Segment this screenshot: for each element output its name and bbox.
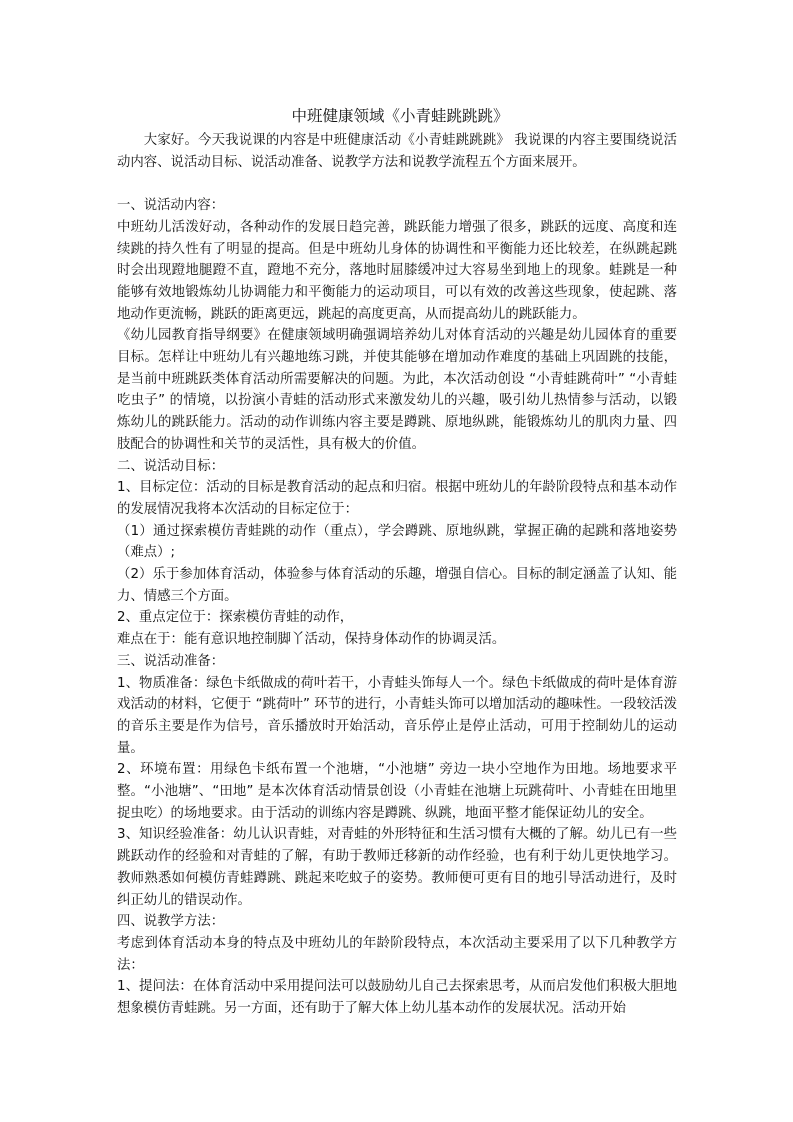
section3-paragraph-1: 1、物质准备：绿色卡纸做成的荷叶若干，小青蛙头饰每人一个。绿色卡纸做成的荷叶是体育游戏活动的材料，它便于 “跳荷叶” 环节的进行，小青蛙头饰可以增加活动的趣味性。一段较活泼的音乐主要是作为信号，音乐播放时开始活动，音乐停止是停止活动，可用于控制幼儿的运动量。 bbox=[117, 675, 677, 756]
section3-heading: 三、说活动准备： bbox=[117, 653, 225, 669]
blank-line bbox=[117, 173, 677, 195]
section4-heading: 四、说教学方法： bbox=[117, 914, 225, 930]
section3-paragraph-3: 3、知识经验准备：幼儿认识青蛙，对青蛙的外形特征和生活习惯有大概的了解。幼儿已有一些跳跃动作的经验和对青蛙的了解，有助于教师迁移新的动作经验，也有利于幼儿更快地学习。教师熟悉如何模仿青蛙蹲跳、跳起来吃蚊子的姿势。教师便可更有目的地引导活动进行，及时纠正幼儿的错误动作。 bbox=[117, 827, 677, 908]
section2-heading: 二、说活动目标： bbox=[117, 458, 225, 474]
document-page bbox=[117, 104, 677, 1020]
section2-paragraph-2: （1）通过探索模仿青蛙跳的动作（重点），学会蹲跳、原地纵跳，掌握正确的起跳和落地姿势（难点）; bbox=[117, 523, 677, 561]
section3-paragraph-2: 2、环境布置：用绿色卡纸布置一个池塘，“小池塘” 旁边一块小空地作为田地。场地要求平整。“小池塘”、“田地” 是本次体育活动情景创设（小青蛙在池塘上玩跳荷叶、小青蛙在田地里捉虫吃）的场地要求。由于活动的训练内容是蹲跳、纵跳，地面平整才能保证幼儿的安全。 bbox=[117, 762, 677, 821]
section1-paragraph-2: 《幼儿园教育指导纲要》在健康领域明确强调培养幼儿对体育活动的兴趣是幼儿园体育的重要目标。怎样让中班幼儿有兴趣地练习跳，并使其能够在增加动作难度的基础上巩固跳的技能，是当前中班跳跃类体育活动所需要解决的问题。为此，本次活动创设 “小青蛙跳荷叶” “小青蛙吃虫子” 的情境，以扮演小青蛙的活动形式来激发幼儿的兴趣，吸引幼儿热情参与活动，以锻炼幼儿的跳跃能力。活动的动作训练内容主要是蹲跳、原地纵跳，能锻炼幼儿的肌肉力量、四肢配合的协调性和关节的灵活性，具有极大的价值。 bbox=[117, 328, 677, 452]
section1-paragraph-1: 中班幼儿活泼好动，各种动作的发展日趋完善，跳跃能力增强了很多，跳跃的远度、高度和连续跳的持久性有了明显的提高。但是中班幼儿身体的协调性和平衡能力还比较差，在纵跳起跳时会出现蹬地腿蹬不直，蹬地不充分，落地时屈膝缓冲过大容易坐到地上的现象。蛙跳是一种能够有效地锻炼幼儿协调能力和平衡能力的运动项目，可以有效的改善这些现象，使起跳、落地动作更流畅，跳跃的距离更远，跳起的高度更高，从而提高幼儿的跳跃能力。 bbox=[117, 219, 677, 322]
section2-paragraph-1: 1、目标定位：活动的目标是教育活动的起点和归宿。根据中班幼儿的年龄阶段特点和基本动作的发展情况我将本次活动的目标定位于： bbox=[117, 480, 677, 517]
section2-paragraph-3: （2）乐于参加体育活动，体验参与体育活动的乐趣，增强自信心。目标的制定涵盖了认知、能力、情感三个方面。 bbox=[117, 567, 677, 604]
section1-heading: 一、说活动内容： bbox=[117, 198, 225, 214]
document-title: 中班健康领域《小青蛙跳跳跳》 bbox=[291, 107, 509, 125]
section2-paragraph-5: 难点在于：能有意识地控制脚丫活动，保持身体动作的协调灵活。 bbox=[117, 632, 506, 648]
intro-paragraph: 大家好。今天我说课的内容是中班健康活动《小青蛙跳跳跳》 我说课的内容主要围绕说活动内容、说活动目标、说活动准备、说教学方法和说教学流程五个方面来展开。 bbox=[117, 133, 677, 170]
section4-paragraph-1: 考虑到体育活动本身的特点及中班幼儿的年龄阶段特点，本次活动主要采用了以下几种教学方法： bbox=[117, 936, 677, 973]
section4-paragraph-2: 1、提问法：在体育活动中采用提问法可以鼓励幼儿自己去探索思考，从而启发他们积极大胆地想象模仿青蛙跳。另一方面，还有助于了解大体上幼儿基本动作的发展状况。活动开始 bbox=[117, 979, 677, 1017]
section2-paragraph-4: 2、重点定位于：探索模仿青蛙的动作， bbox=[117, 610, 354, 626]
